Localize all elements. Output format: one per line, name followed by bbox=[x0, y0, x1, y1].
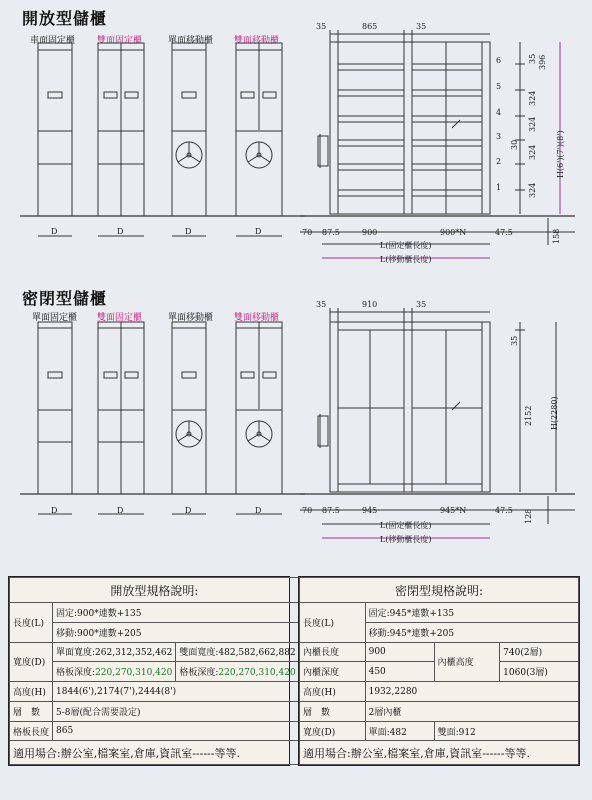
closed-section-title: 密閉型儲櫃 bbox=[22, 289, 108, 308]
closed-height-label: H(2280) bbox=[550, 396, 559, 430]
closed-length-mobile-formula: 移動:945*連數+205 bbox=[365, 622, 578, 642]
open-section-title: 開放型儲櫃 bbox=[22, 9, 108, 28]
shelf-number-4: 4 bbox=[496, 108, 502, 117]
open-shelf-depth-a-value: 220,270,310,420 bbox=[95, 668, 173, 679]
open-right-dim-30: 30 bbox=[510, 139, 519, 150]
closed-inner-height-a: 740(2層) bbox=[500, 642, 579, 662]
open-d-label-4: D bbox=[255, 227, 262, 236]
open-length-mobile: L(移動櫃長度) bbox=[380, 255, 432, 264]
open-dim-900: 900 bbox=[362, 228, 378, 237]
open-shelf-length-value: 865 bbox=[53, 721, 300, 741]
closed-length-label: 長度(L) bbox=[300, 603, 366, 643]
closed-dim-top-right: 35 bbox=[416, 300, 427, 309]
closed-right-dim-128: 128 bbox=[524, 508, 533, 524]
open-shelf-depth-a bbox=[53, 662, 176, 682]
open-shelf-depth-b-label: 格板深度: bbox=[179, 668, 219, 679]
open-shelf-length-label: 格板長度 bbox=[10, 721, 53, 741]
open-dim-top-right: 35 bbox=[416, 22, 427, 31]
cabinet-label-2: 雙面固定櫃 bbox=[97, 36, 143, 46]
open-length-fixed: L(固定櫃長度) bbox=[380, 241, 432, 250]
closed-dim-70: 70 bbox=[302, 506, 313, 515]
closed-dim-47-5: 47.5 bbox=[495, 506, 513, 515]
open-layers-value: 5-8層(配合需要設定) bbox=[53, 701, 300, 721]
closed-cabinet-label-2: 雙面固定櫃 bbox=[97, 313, 143, 323]
closed-cabinet-label-1: 單面固定櫃 bbox=[32, 313, 78, 323]
shelf-number-5: 5 bbox=[496, 82, 502, 91]
closed-length-fixed: L(固定櫃長度) bbox=[380, 521, 432, 530]
open-layers-label: 層 數 bbox=[10, 701, 53, 721]
open-width-label: 寬度(D) bbox=[10, 642, 53, 682]
open-dim-158: 158 bbox=[552, 228, 561, 244]
open-dim-70: 70 bbox=[302, 228, 313, 237]
open-dim-47-5: 47.5 bbox=[495, 228, 513, 237]
open-single-width: 單面寬度:262,312,352,462 bbox=[53, 642, 176, 662]
cabinet-label-4: 雙面移動櫃 bbox=[234, 36, 280, 46]
open-dim-87-5: 87.5 bbox=[322, 228, 340, 237]
open-right-dim-324-a: 324 bbox=[528, 90, 537, 106]
open-dim-900n: 900*N bbox=[440, 228, 467, 237]
open-height-label: H(6')(7')(8') bbox=[556, 130, 565, 178]
shelf-number-6: 6 bbox=[496, 56, 502, 65]
open-right-dim-35: 35 bbox=[528, 53, 537, 64]
closed-right-dim-2152: 2152 bbox=[524, 405, 533, 426]
closed-width-single: 單面:482 bbox=[365, 721, 434, 741]
open-spec-title: 開放型規格說明: bbox=[10, 578, 300, 603]
closed-right-dim-35: 35 bbox=[510, 335, 519, 346]
closed-d-label-1: D bbox=[51, 506, 58, 515]
cabinet-label-1: 車面固定櫃 bbox=[30, 36, 76, 46]
open-height-value: 1844(6'),2174(7'),2444(8') bbox=[53, 682, 300, 702]
open-shelf-depth-b bbox=[176, 662, 299, 682]
open-usage: 適用場合:辦公室,檔案室,倉庫,資訊室------等等. bbox=[10, 741, 300, 765]
closed-dim-945: 945 bbox=[362, 506, 378, 515]
open-dim-top-center: 865 bbox=[362, 22, 378, 31]
closed-width-double: 雙面:912 bbox=[434, 721, 578, 741]
open-d-label-1: D bbox=[51, 227, 58, 236]
closed-width-label: 寬度(D) bbox=[300, 721, 366, 741]
open-right-dim-324-b: 324 bbox=[528, 116, 537, 132]
closed-inner-length-value: 900 bbox=[365, 642, 434, 662]
shelf-number-3: 3 bbox=[496, 132, 502, 141]
open-shelf-depth-a-label: 格板深度: bbox=[56, 668, 96, 679]
open-shelf-depth-b-value: 220,270,310,420 bbox=[218, 668, 296, 679]
closed-length-fixed-formula: 固定:945*連數+135 bbox=[365, 603, 578, 623]
closed-inner-height-b: 1060(3層) bbox=[500, 662, 579, 682]
closed-length-mobile: L(移動櫃長度) bbox=[380, 535, 432, 544]
closed-d-label-3: D bbox=[185, 506, 192, 515]
open-right-dim-324-c: 324 bbox=[528, 144, 537, 160]
shelf-number-1: 1 bbox=[496, 183, 502, 192]
open-length-label: 長度(L) bbox=[10, 603, 53, 643]
open-height-row-label: 高度(H) bbox=[10, 682, 53, 702]
open-length-fixed-formula: 固定:900*連數+135 bbox=[53, 603, 300, 623]
closed-spec-title: 密閉型規格說明: bbox=[300, 578, 579, 603]
open-d-label-3: D bbox=[185, 227, 192, 236]
closed-cabinet-label-4: 雙面移動櫃 bbox=[234, 313, 280, 323]
closed-spec-table bbox=[298, 576, 580, 766]
open-spec-table bbox=[8, 576, 296, 766]
closed-inner-depth-value: 450 bbox=[365, 662, 434, 682]
open-right-dim-396: 396 bbox=[538, 54, 547, 70]
closed-inner-depth-label: 內櫃深度 bbox=[300, 662, 366, 682]
closed-height-value: 1932,2280 bbox=[365, 682, 578, 702]
open-length-mobile-formula: 移動:900*連數+205 bbox=[53, 622, 300, 642]
closed-dim-87-5: 87.5 bbox=[322, 506, 340, 515]
closed-dim-945n: 945*N bbox=[440, 506, 467, 515]
closed-usage: 適用場合:辦公室,檔案室,倉庫,資訊室------等等. bbox=[300, 741, 579, 765]
closed-inner-length-label: 內櫃長度 bbox=[300, 642, 366, 662]
closed-layers-label: 層 數 bbox=[300, 701, 366, 721]
closed-layers-value: 2層內櫃 bbox=[365, 701, 578, 721]
closed-d-label-2: D bbox=[117, 506, 124, 515]
closed-inner-height-label: 內櫃高度 bbox=[434, 642, 500, 682]
open-right-dim-324-d: 324 bbox=[528, 182, 537, 198]
cabinet-label-3: 單面移動櫃 bbox=[168, 36, 214, 46]
closed-cabinet-label-3: 單面移動櫃 bbox=[168, 313, 214, 323]
open-double-width: 雙面寬度:482,582,662,882 bbox=[176, 642, 299, 662]
closed-height-row-label: 高度(H) bbox=[300, 682, 366, 702]
closed-dim-top-center: 910 bbox=[362, 300, 378, 309]
open-dim-top-left: 35 bbox=[316, 22, 327, 31]
closed-d-label-4: D bbox=[255, 506, 262, 515]
shelf-number-2: 2 bbox=[496, 157, 502, 166]
closed-dim-top-left: 35 bbox=[316, 300, 327, 309]
open-d-label-2: D bbox=[117, 227, 124, 236]
